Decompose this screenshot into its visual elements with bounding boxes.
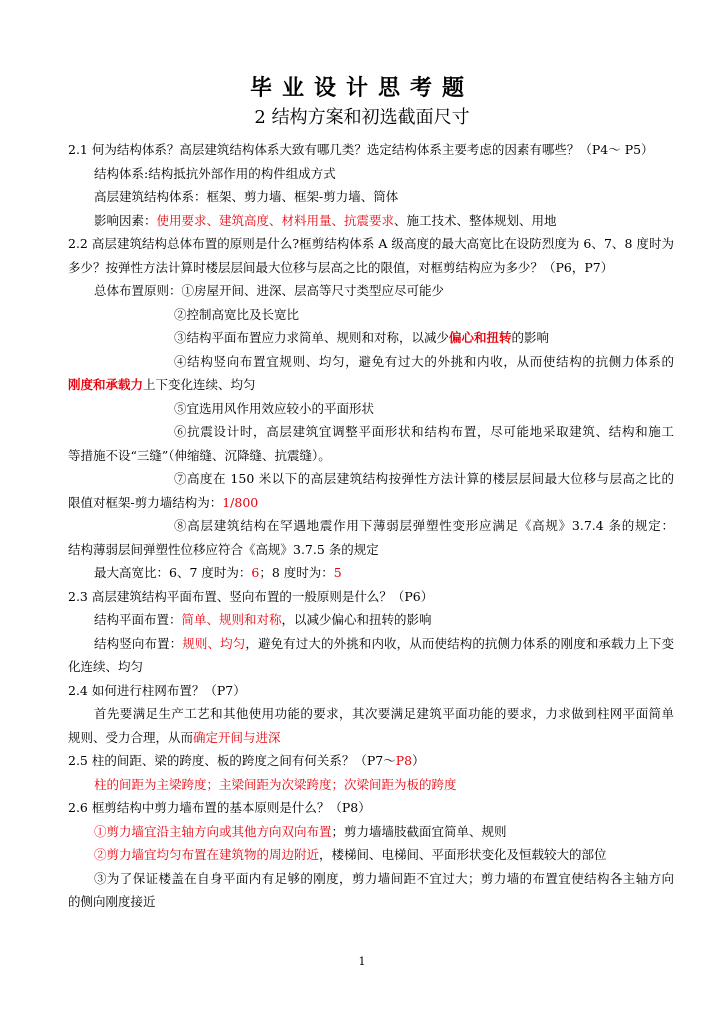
vertical-label: 结构竖向布置： — [94, 635, 183, 651]
ratio-value-8: 5 — [333, 565, 342, 580]
answer-2-6-2-rest: ，楼梯间、电梯间、平面形状变化及恒载较大的部位 — [319, 847, 607, 862]
principle-4-highlight: 刚度和承载力 — [68, 377, 144, 392]
answer-2-6-2 — [68, 843, 674, 867]
question-2-5-text: 2.5 柱的间距、梁的跨度、板的跨度之间有何关系？（P7～ — [68, 753, 396, 768]
question-2-2-line1: 2.2 高层建筑结构总体布置的原则是什么?框剪结构体系 A 级高度的最大高宽比在设防烈度为 6、7、8 度时为 — [68, 236, 674, 251]
question-2-1: 2.1 何为结构体系？高层建筑结构体系大致有哪几类？选定结构体系主要考虑的因素有哪些？（P4～ P5） — [68, 142, 654, 157]
principle-3-highlight: 偏心和扭转 — [449, 330, 512, 345]
principle-7-line1: ⑦高度在 150 米以下的高层建筑结构按弹性方法计算的楼层层间最大位移与层高之比的 — [174, 471, 674, 486]
plan-label: 结构平面布置： — [94, 612, 182, 627]
principle-4-line2 — [68, 373, 674, 397]
principle-3-rest: 的影响 — [511, 330, 550, 345]
max-ratio-label: 最大高宽比：6、7 度时为： — [94, 565, 252, 580]
question-2-2-line2: 多少？按弹性方法计算时楼层层间最大位移与层高之比的限值，对框剪结构应为多少？（P6，P7） — [68, 259, 614, 275]
factors-label: 影响因素： — [94, 212, 157, 228]
answer-2-3-vertical-line2: 化连续、均匀 — [68, 659, 144, 674]
max-ratio — [68, 561, 674, 585]
answer-2-6-2-highlight: ②剪力墙宜均匀布置在建筑物的周边附近 — [94, 847, 320, 862]
principle-2: ②控制高宽比及长宽比 — [174, 306, 300, 322]
question-2-5-close: ） — [412, 753, 425, 768]
answer-2-1-definition: 结构体系:结构抵抗外部作用的构件组成方式 — [94, 165, 336, 181]
answer-2-6-3-line1: ③为了保证楼盖在自身平面内有足够的刚度，剪力墙间距不宜过大；剪力墙的布置宜使结构各主轴方向 — [94, 870, 674, 886]
answer-2-3-vertical — [68, 632, 674, 656]
answer-2-6-1 — [68, 820, 674, 844]
principle-6-line1: ⑥抗震设计时，高层建筑宜调整平面形状和结构布置，尽可能地采取建筑、结构和施工 — [174, 424, 674, 439]
principle-1: 总体布置原则：①房屋开间、进深、层高等尺寸类型应尽可能少 — [94, 283, 445, 298]
vertical-rest: ，避免有过大的外挑和内收，从而使结构的抗侧力体系的刚度和承载力上下变 — [245, 635, 674, 651]
answer-2-4-text: 规则、受力合理，从而 — [68, 729, 194, 745]
principle-4-line1: ④结构竖向布置宜规则、均匀，避免有过大的外挑和内收，从而使结构的抗侧力体系的 — [174, 353, 674, 369]
principle-3-text: ③结构平面布置应力求简单、规则和对称，以减少 — [174, 330, 450, 345]
answer-2-4-line1: 首先要满足生产工艺和其他使用功能的要求，其次要满足建筑平面功能的要求，力求做到柱网平面简单 — [94, 706, 674, 721]
answer-2-1-systems: 高层建筑结构体系：框架、剪力墙、框架-剪力墙、筒体 — [94, 189, 399, 204]
answer-2-4-highlight: 确定开间与进深 — [193, 729, 281, 745]
principle-3 — [68, 326, 674, 350]
question-2-5 — [68, 749, 674, 773]
plan-rest: ，以减少偏心和扭转的影响 — [281, 612, 432, 627]
question-2-3: 2.3 高层建筑结构平面布置、竖向布置的一般原则是什么？（P6） — [68, 588, 434, 604]
question-2-5-page: P8 — [395, 753, 413, 768]
answer-2-3-plan — [68, 608, 674, 632]
principle-6-line2: 等措施不设“三缝”（伸缩缝、沉降缝、抗震缝）。 — [68, 447, 331, 463]
section-subtitle: 2 结构方案和初选截面尺寸 — [254, 107, 470, 128]
principle-8-line1: ⑧高层建筑结构在罕遇地震作用下薄弱层弹塑性变形应满足《高规》3.7.4 条的规定： — [174, 518, 674, 533]
principle-7-line2 — [68, 491, 674, 515]
page-title: 毕业设计思考题 — [249, 75, 474, 101]
page-number: 1 — [358, 955, 366, 968]
question-2-4: 2.4 如何进行柱网布置？（P7） — [68, 682, 246, 698]
principle-5: ⑤宜选用风作用效应较小的平面形状 — [174, 400, 375, 416]
plan-highlight: 简单、规则和对称 — [181, 612, 282, 627]
answer-2-1-factors — [68, 209, 674, 233]
document-body — [68, 138, 674, 914]
factors-rest: 、施工技术、整体规划、用地 — [394, 212, 557, 228]
answer-2-5: 柱的间距为主梁跨度；主梁间距为次梁跨度；次梁间距为板的跨度 — [94, 776, 457, 792]
max-ratio-mid: ；8 度时为： — [259, 565, 334, 580]
answer-2-6-1-highlight: ①剪力墙宜沿主轴方向或其他方向双向布置 — [94, 823, 332, 839]
vertical-highlight: 规则、均匀 — [182, 635, 246, 651]
answer-2-4-line2 — [68, 726, 674, 750]
principle-8-line2: 结构薄弱层间弹塑性位移应符合《高规》3.7.5 条的规定 — [68, 541, 379, 557]
drift-limit-value: 1/800 — [222, 494, 259, 510]
factors-highlight: 使用要求、建筑高度、材料用量、抗震要求 — [156, 212, 395, 228]
principle-7-text: 限值对框架-剪力墙结构为： — [68, 494, 223, 510]
answer-2-6-1-rest: ；剪力墙墙肢截面宜简单、规则 — [331, 823, 507, 839]
question-2-6: 2.6 框剪结构中剪力墙布置的基本原则是什么？（P8） — [68, 800, 371, 815]
ratio-value-6-7: 6 — [251, 565, 260, 580]
principle-4-rest: 上下变化连续、均匀 — [143, 377, 256, 392]
answer-2-6-3-line2: 的侧向刚度接近 — [68, 894, 156, 909]
